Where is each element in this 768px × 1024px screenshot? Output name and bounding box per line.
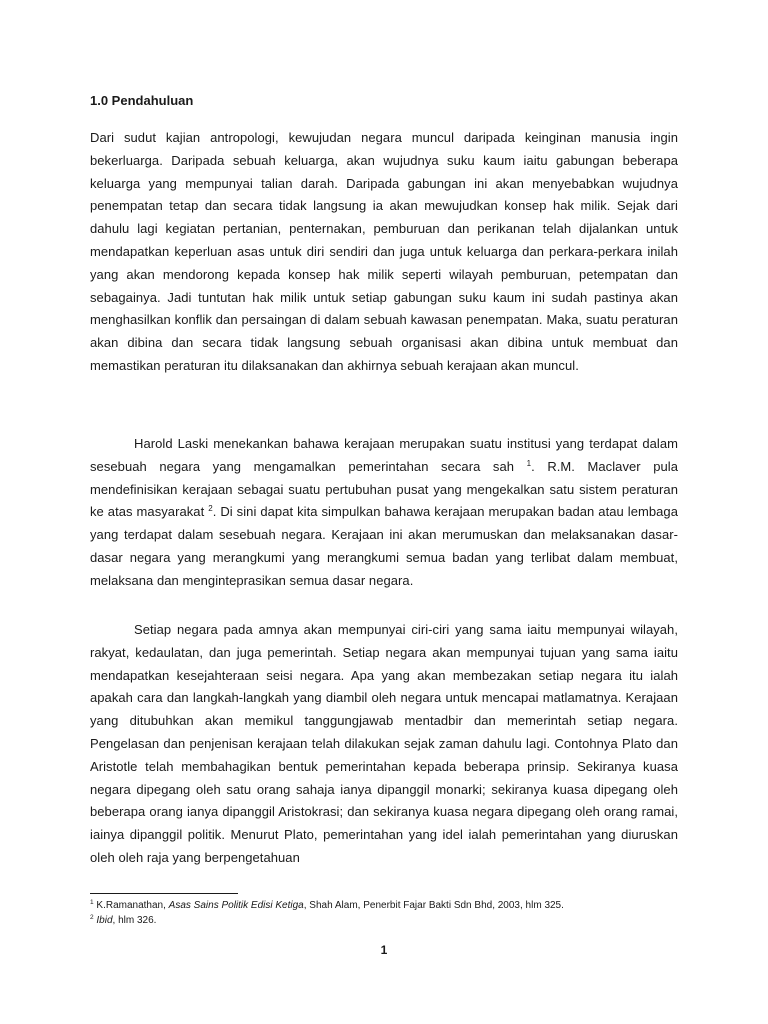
footnote-2-ibid: Ibid: [96, 915, 113, 926]
footnote-ref-1: 1: [526, 458, 532, 468]
section-heading: 1.0 Pendahuluan: [90, 93, 194, 108]
page-number: 1: [380, 943, 388, 957]
footnote-1-mark: 1: [90, 899, 94, 906]
paragraph-2: [90, 433, 678, 593]
footnote-1-publisher: , Shah Alam, Penerbit Fajar Bakti Sdn Bhd, 2003, hlm 325.: [303, 900, 564, 911]
footnote-2-mark: 2: [90, 914, 94, 921]
footnote-ref-2: 2: [208, 504, 213, 514]
footnote-1-author: K.Ramanathan,: [93, 900, 169, 911]
footnote-2-page: , hlm 326.: [112, 915, 157, 926]
footnote-1-title: Asas Sains Politik Edisi Ketiga: [168, 900, 304, 911]
paragraph-2-text-b: . R.M. Maclaver pula mendefinisikan kerajaan sebagai suatu pertubuhan pusat yang mengekalkan satu sistem peraturan ke atas masyarakat: [90, 458, 678, 520]
paragraph-3: Setiap negara pada amnya akan mempunyai ciri-ciri yang sama iaitu mempunyai wilayah, rakyat, kedaulatan, dan juga pemerintah. Setiap negara akan mempunyai tujuan yang sama iaitu mendapatkan kesejahteraan seisi negara. Apa yang akan membezakan setiap negara itu ialah apakah cara dan langkah-langkah yang diambil oleh negara untuk mencapai matlamatnya. Kerajaan yang ditubuhkan akan memikul tanggungjawab mentadbir dan memerintah setiap negara. Pengelasan dan penjenisan kerajaan telah dilakukan sejak zaman dahulu lagi. Contohnya Plato dan Aristotle telah membahagikan bentuk pemerintahan kepada beberapa prinsip. Sekiranya kuasa negara dipegang oleh satu orang sahaja ianya dipanggil monarki; sekiranya kuasa dipegang oleh beberapa orang ianya dipanggil Aristokrasi; dan sekiranya kuasa negara dipegang oleh orang ramai, iainya dipanggil politik. Menurut Plato, pemerintahan yang idel ialah pemerintahan yang diuruskan oleh oleh raja yang berpengetahuan: [90, 622, 678, 865]
paragraph-2-text-a: Harold Laski menekankan bahawa kerajaan merupakan suatu institusi yang terdapat dalam sesebuah negara yang mengamalkan pemerintahan secara sah: [90, 436, 678, 474]
footnote-separator: [90, 893, 238, 894]
footnote-2: [90, 914, 156, 927]
paragraph-1: Dari sudut kajian antropologi, kewujudan negara muncul daripada keinginan manusia ingin bekerluarga. Daripada sebuah keluarga, akan wujudnya suku kaum iaitu gabungan beberapa keluarga yang mempunyai talian darah. Daripada gabungan ini akan menyebabkan wujudnya penempatan tetap dan secara tidak langsung ia akan mewujudkan konsep hak milik. Sejak dari dahulu lagi kegiatan pertanian, penternakan, pemburuan dan perikanan telah dijalankan untuk mendapatkan keperluan asas untuk diri sendiri dan juga untuk keluarga dan perkara-perkara inilah yang akan mendorong kepada konsep hak milik seperti wilayah pemburuan, petempatan dan sebagainya. Jadi tuntutan hak milik untuk setiap gabungan suku kaum ini sudah pastinya akan menghasilkan konflik dan persaingan di dalam sebuah kawasan penempatan. Maka, suatu peraturan akan dibina dan secara tidak langsung sebuah organisasi akan dibina untuk membuat dan memastikan peraturan itu dilaksanakan dan akhirnya sebuah kerajaan akan muncul.: [90, 130, 678, 373]
footnote-1: [90, 899, 564, 912]
paragraph-2-text-c: . Di sini dapat kita simpulkan bahawa kerajaan merupakan badan atau lembaga yang terdapat dalam sesebuah negara. Kerajaan ini akan merumuskan dan melaksanakan dasar-dasar negara yang merangkumi yang merangkumi semua badan yang terlibat dalam membuat, melaksana dan menginteprasikan semua dasar negara.: [90, 504, 678, 588]
